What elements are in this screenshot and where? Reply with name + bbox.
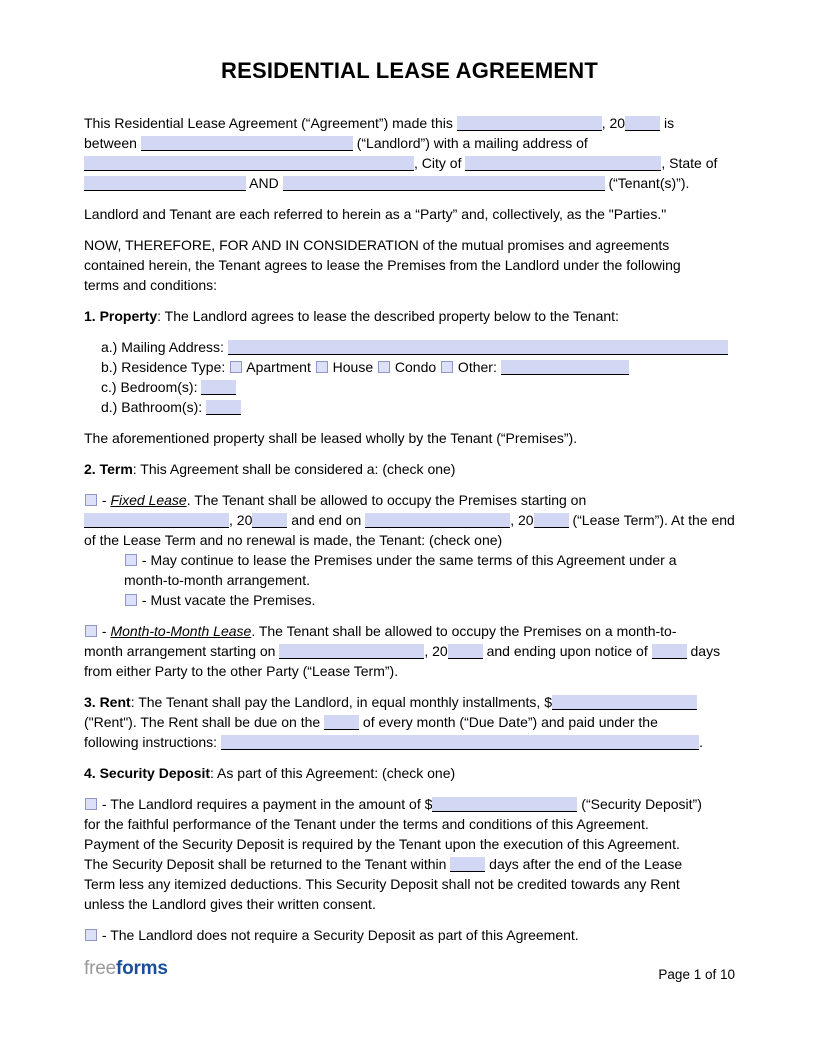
- fixed-lease-option-continue: [124, 550, 735, 590]
- text-run: Other:: [454, 359, 501, 375]
- text-run: 3. Rent: [84, 694, 131, 710]
- text-run: days after the end of the Lease: [485, 856, 683, 872]
- text-run: 2. Term: [84, 461, 133, 477]
- text-run: Apartment: [243, 359, 315, 375]
- blank-landlord-state[interactable]: [84, 176, 246, 191]
- text-run: : The Tenant shall pay the Landlord, in equal monthly installments, $: [130, 694, 552, 710]
- text-run: following instructions:: [84, 734, 221, 750]
- blank-deposit-return-days[interactable]: [450, 857, 485, 872]
- section-2-term-heading: [84, 459, 735, 479]
- text-run: for the faithful performance of the Tenant under the terms and conditions of this Agreement.: [84, 816, 649, 832]
- text-run: a.) Mailing Address:: [101, 339, 228, 355]
- text-run: b.) Residence Type:: [101, 359, 230, 375]
- text-run: AND: [246, 175, 283, 191]
- text-run: -: [98, 492, 111, 508]
- blank-tenant-names[interactable]: [283, 176, 605, 191]
- text-run: The Security Deposit shall be returned to the Tenant within: [84, 856, 451, 872]
- text-run: is: [660, 115, 675, 131]
- blank-residence-type-other[interactable]: [501, 360, 629, 375]
- blank-property-mailing-address[interactable]: [228, 340, 728, 355]
- text-run: and end on: [287, 512, 366, 528]
- document-body: [84, 113, 735, 945]
- text-run: of the Lease Term and no renewal is made, the Tenant: (check one): [84, 532, 503, 548]
- blank-rent-due-day[interactable]: [324, 715, 359, 730]
- section-3-rent-paragraph: [84, 692, 735, 752]
- section-4-security-deposit-heading: [84, 763, 735, 783]
- text-run: month-to-month arrangement.: [124, 572, 310, 588]
- text-run: Month-to-Month Lease: [110, 623, 252, 639]
- property-item-bathrooms: [101, 397, 735, 417]
- checkbox-other[interactable]: [441, 361, 453, 373]
- blank-m2m-start-year[interactable]: [448, 644, 483, 659]
- text-run: ("Rent"). The Rent shall be due on the: [84, 714, 325, 730]
- text-run: (“Landlord”) with a mailing address of: [352, 135, 588, 151]
- no-security-deposit-paragraph: [84, 925, 735, 945]
- text-run: NOW, THEREFORE, FOR AND IN CONSIDERATION of the mutual promises and agreements: [84, 237, 670, 253]
- text-run: . The Tenant shall be allowed to occupy the Premises on a month-to-: [251, 623, 677, 639]
- security-deposit-required-paragraph: [84, 794, 735, 914]
- blank-landlord-name[interactable]: [141, 136, 353, 151]
- text-run: between: [84, 135, 141, 151]
- text-run: . The Tenant shall be allowed to occupy the Premises starting on: [186, 492, 587, 508]
- text-run: (“Tenant(s)”).: [604, 175, 690, 191]
- blank-payment-instructions[interactable]: [221, 735, 699, 750]
- consideration-paragraph: [84, 235, 735, 295]
- text-run: .: [698, 734, 703, 750]
- blank-bedrooms[interactable]: [201, 380, 236, 395]
- document-content: [84, 58, 735, 956]
- checkbox-must-vacate[interactable]: [125, 594, 137, 606]
- property-item-bedrooms: [101, 377, 735, 397]
- text-run: 4. Security Deposit: [84, 765, 211, 781]
- text-run: Term less any itemized deductions. This Security Deposit shall not be credited towards any Rent: [84, 876, 680, 892]
- text-run: and ending upon notice of: [482, 643, 652, 659]
- blank-m2m-start-date[interactable]: [279, 644, 424, 659]
- blank-fixed-lease-end-date[interactable]: [365, 513, 510, 528]
- page-number: Page 1 of 10: [658, 967, 735, 982]
- text-run: (“Lease Term”). At the end: [568, 512, 735, 528]
- freeforms-logo: [84, 957, 168, 981]
- property-item-residence-type: [101, 357, 735, 377]
- property-item-mailing-address: [101, 337, 735, 357]
- checkbox-house[interactable]: [316, 361, 328, 373]
- text-run: - May continue to lease the Premises under the same terms of this Agreement under a: [138, 552, 677, 568]
- fixed-lease-paragraph: [84, 490, 735, 550]
- parties-paragraph: [84, 204, 735, 224]
- blank-agreement-day[interactable]: [457, 116, 602, 131]
- blank-rent-amount[interactable]: [552, 695, 697, 710]
- text-run: Payment of the Security Deposit is required by the Tenant upon the execution of this Agreement.: [84, 836, 680, 852]
- blank-m2m-notice-days[interactable]: [652, 644, 687, 659]
- text-run: - The Landlord does not require a Security Deposit as part of this Agreement.: [98, 927, 579, 943]
- text-run: , 20: [424, 643, 448, 659]
- text-run: c.) Bedroom(s):: [101, 379, 202, 395]
- text-run: contained herein, the Tenant agrees to lease the Premises from the Landlord under the following: [84, 257, 681, 273]
- text-run: of every month (“Due Date”) and paid under the: [359, 714, 658, 730]
- text-run: from either Party to the other Party (“Lease Term”).: [84, 663, 399, 679]
- month-to-month-paragraph: [84, 621, 735, 681]
- text-run: - The Landlord requires a payment in the amount of $: [98, 796, 433, 812]
- text-run: , 20: [229, 512, 253, 528]
- blank-fixed-lease-start-date[interactable]: [84, 513, 229, 528]
- checkbox-apartment[interactable]: [230, 361, 242, 373]
- document-title: RESIDENTIAL LEASE AGREEMENT: [221, 58, 598, 83]
- text-run: terms and conditions:: [84, 277, 218, 293]
- blank-agreement-year[interactable]: [625, 116, 660, 131]
- intro-paragraph: [84, 113, 735, 193]
- premises-paragraph: [84, 428, 735, 448]
- text-run: This Residential Lease Agreement (“Agreement”) made this: [84, 115, 457, 131]
- text-run: , State of: [661, 155, 718, 171]
- page-footer: [84, 957, 735, 984]
- text-run: , 20: [510, 512, 534, 528]
- blank-bathrooms[interactable]: [206, 400, 241, 415]
- text-run: 1. Property: [84, 308, 158, 324]
- text-run: : This Agreement shall be considered a: (check one): [132, 461, 456, 477]
- text-run: : The Landlord agrees to lease the described property below to the Tenant:: [157, 308, 619, 324]
- blank-fixed-lease-start-year[interactable]: [252, 513, 287, 528]
- blank-fixed-lease-end-year[interactable]: [534, 513, 569, 528]
- text-run: -: [98, 623, 111, 639]
- text-run: d.) Bathroom(s):: [101, 399, 207, 415]
- checkbox-month-to-month-lease[interactable]: [85, 625, 97, 637]
- text-run: Fixed Lease: [110, 492, 187, 508]
- text-run: Landlord and Tenant are each referred to herein as a “Party” and, collectively, as the "Parties.": [84, 206, 667, 222]
- checkbox-condo[interactable]: [378, 361, 390, 373]
- section-1-property-heading: [84, 306, 735, 326]
- fixed-lease-option-vacate: [124, 590, 735, 610]
- checkbox-security-deposit-required[interactable]: [85, 798, 97, 810]
- text-run: , City of: [414, 155, 466, 171]
- brand-forms-text: forms: [115, 958, 168, 979]
- brand-free-text: free: [84, 958, 116, 979]
- text-run: House: [328, 359, 377, 375]
- blank-security-deposit-amount[interactable]: [432, 797, 577, 812]
- blank-landlord-city[interactable]: [465, 156, 661, 171]
- text-run: Condo: [391, 359, 441, 375]
- text-run: unless the Landlord gives their written consent.: [84, 896, 376, 912]
- checkbox-may-continue-month-to-month[interactable]: [125, 554, 137, 566]
- text-run: (“Security Deposit”): [577, 796, 702, 812]
- text-run: The aforementioned property shall be leased wholly by the Tenant (“Premises”).: [84, 430, 578, 446]
- text-run: , 20: [601, 115, 626, 131]
- text-run: month arrangement starting on: [84, 643, 280, 659]
- checkbox-fixed-lease[interactable]: [85, 494, 97, 506]
- checkbox-no-security-deposit[interactable]: [85, 929, 97, 941]
- text-run: - Must vacate the Premises.: [138, 592, 316, 608]
- text-run: : As part of this Agreement: (check one): [210, 765, 456, 781]
- text-run: days: [686, 643, 721, 659]
- blank-landlord-mailing-address[interactable]: [84, 156, 414, 171]
